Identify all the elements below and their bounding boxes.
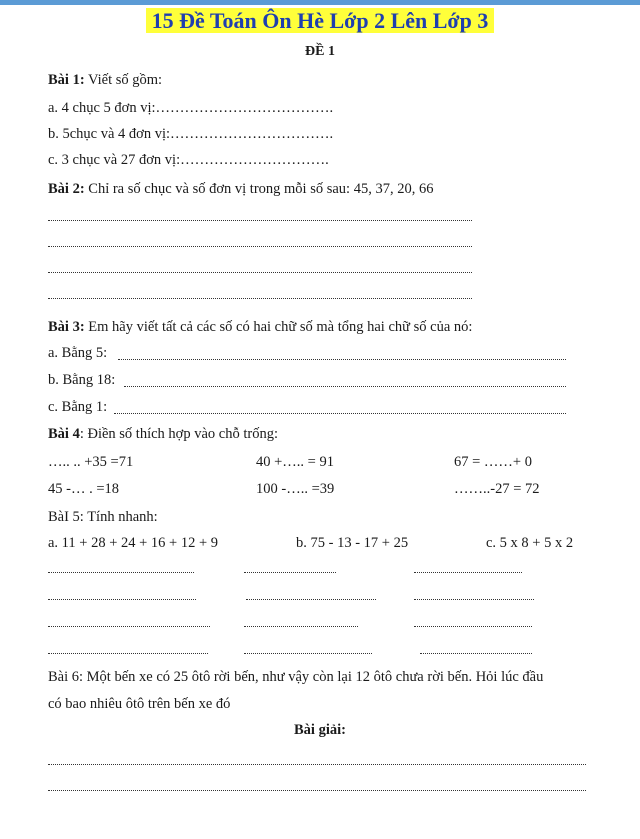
exercise-3-b: b. Bằng 18: <box>48 372 116 388</box>
answer-line[interactable] <box>244 653 372 654</box>
answer-line[interactable] <box>48 572 194 573</box>
answer-line[interactable] <box>48 220 472 221</box>
answer-line[interactable] <box>48 272 472 273</box>
exercise-3-c: c. Bằng 1: <box>48 399 108 415</box>
exercise-6-line-2: có bao nhiêu ôtô trên bến xe đó <box>48 696 231 712</box>
fill-blank-5: 100 -….. =39 <box>256 481 335 497</box>
exercise-5-heading: BàI 5: Tính nhanh: <box>48 509 158 525</box>
answer-line[interactable] <box>48 764 586 765</box>
answer-line[interactable] <box>114 413 566 414</box>
answer-line[interactable] <box>48 246 472 247</box>
fill-blank-6: ……..-27 = 72 <box>454 481 540 497</box>
answer-line[interactable] <box>48 790 586 791</box>
exercise-3-heading: Bài 3: Em hãy viết tất cả các số có hai chữ số mà tổng hai chữ số của nó: <box>48 319 473 335</box>
answer-line[interactable] <box>246 599 376 600</box>
answer-line[interactable] <box>124 386 566 387</box>
answer-line[interactable] <box>48 298 472 299</box>
answer-line[interactable] <box>414 572 522 573</box>
exercise-4-heading: Bài 4: Điền số thích hợp vào chỗ trống: <box>48 426 278 442</box>
exercise-5-a: a. 11 + 28 + 24 + 16 + 12 + 9 <box>48 535 219 551</box>
exercise-6-line-1: Bài 6: Một bến xe có 25 ôtô rời bến, như vậy còn lại 12 ôtô chưa rời bến. Hỏi lúc đầu <box>48 669 544 685</box>
solution-heading: Bài giải: <box>294 722 346 738</box>
exercise-1-heading: Bài 1: Viết số gồm: <box>48 72 163 88</box>
fill-blank-3: 67 = ……+ 0 <box>454 454 532 470</box>
fill-blank-4: 45 -… . =18 <box>48 481 120 497</box>
exercise-5-c: c. 5 x 8 + 5 x 2 <box>486 535 574 551</box>
fill-blank-1: ….. .. +35 =71 <box>48 454 134 470</box>
answer-line[interactable] <box>48 626 210 627</box>
exam-number: ĐỀ 1 <box>305 44 335 59</box>
answer-line[interactable] <box>48 653 208 654</box>
answer-line[interactable] <box>118 359 566 360</box>
exercise-1-b: b. 5chục và 4 đơn vị:……………………………. <box>48 126 334 142</box>
top-border <box>0 0 640 5</box>
exercise-3-a: a. Bằng 5: <box>48 345 108 361</box>
answer-line[interactable] <box>414 599 534 600</box>
fill-blank-2: 40 +….. = 91 <box>256 454 334 470</box>
exercise-2-heading: Bài 2: Chỉ ra số chục và số đơn vị trong mỗi số sau: 45, 37, 20, 66 <box>48 181 434 197</box>
answer-line[interactable] <box>414 626 532 627</box>
exercise-1-a: a. 4 chục 5 đơn vị:………………………………. <box>48 100 334 116</box>
exercise-5-b: b. 75 - 13 - 17 + 25 <box>296 535 409 551</box>
answer-line[interactable] <box>48 599 196 600</box>
answer-line[interactable] <box>244 626 358 627</box>
page-title: 15 Đề Toán Ôn Hè Lớp 2 Lên Lớp 3 <box>0 6 640 36</box>
exercise-1-c: c. 3 chục và 27 đơn vị:…………………………. <box>48 152 329 168</box>
answer-line[interactable] <box>420 653 532 654</box>
answer-line[interactable] <box>244 572 336 573</box>
